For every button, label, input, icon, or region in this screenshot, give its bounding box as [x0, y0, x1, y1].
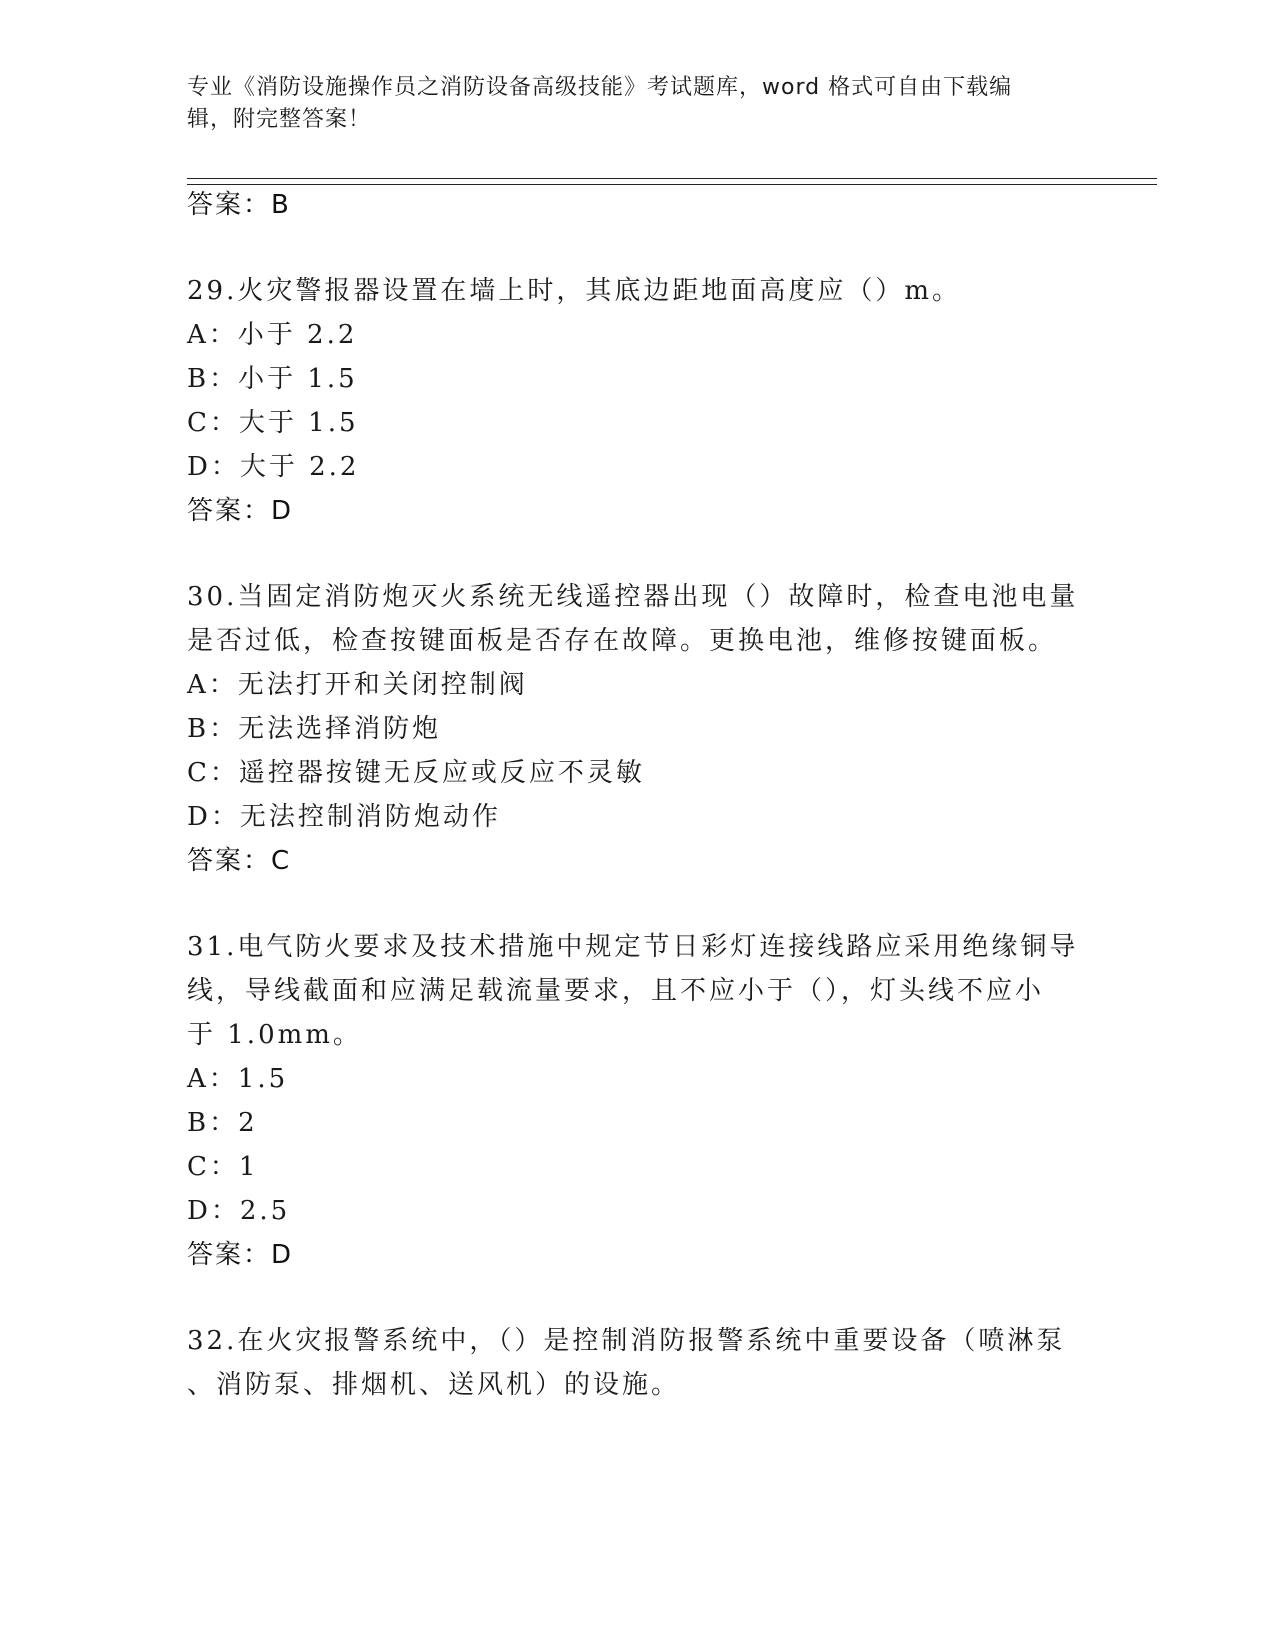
header-line-2: 辑，附完整答案！	[187, 107, 372, 132]
question-31-stem-line-2: 线，导线截面和应满足载流量要求，且不应小于（），灯头线不应小	[187, 976, 1045, 1006]
question-30-option-b: B：无法选择消防炮	[187, 714, 442, 744]
question-31-option-c: C：1	[187, 1152, 259, 1182]
header-divider-bottom	[187, 184, 1157, 185]
question-29-answer: 答案：D	[187, 496, 294, 526]
question-30-stem-line-2: 是否过低，检查按键面板是否存在故障。更换电池，维修按键面板。	[187, 626, 1058, 656]
question-29-option-c: C：大于 1.5	[187, 408, 359, 438]
question-29-option-a: A：小于 2.2	[187, 320, 358, 350]
question-29-option-b: B：小于 1.5	[187, 364, 358, 394]
question-32-stem-line-1: 32.在火灾报警系统中，（）是控制消防报警系统中重要设备（喷淋泵	[187, 1326, 1066, 1356]
question-31-stem-line-1: 31.电气防火要求及技术措施中规定节日彩灯连接线路应采用绝缘铜导	[187, 932, 1079, 962]
question-29-stem-line-1: 29.火灾警报器设置在墙上时，其底边距地面高度应（）m。	[187, 276, 962, 306]
question-30-option-a: A：无法打开和关闭控制阀	[187, 670, 528, 700]
question-31-answer: 答案：D	[187, 1240, 294, 1270]
header-divider-top	[187, 178, 1157, 179]
question-31-option-a: A：1.5	[187, 1064, 289, 1094]
document-header	[187, 72, 1067, 136]
question-31-stem-line-3: 于 1.0mm。	[187, 1020, 362, 1050]
question-30-stem-line-1: 30.当固定消防炮灭火系统无线遥控器出现（）故障时，检查电池电量	[187, 582, 1079, 612]
previous-answer: 答案：B	[187, 190, 291, 220]
question-30-option-c: C：遥控器按键无反应或反应不灵敏	[187, 758, 645, 788]
question-32-stem-line-2: 、消防泵、排烟机、送风机）的设施。	[187, 1370, 681, 1400]
question-31-option-d: D：2.5	[187, 1196, 291, 1226]
question-31-option-b: B：2	[187, 1108, 258, 1138]
question-30-answer: 答案：C	[187, 846, 292, 876]
question-30-option-d: D：无法控制消防炮动作	[187, 802, 501, 832]
question-29-option-d: D：大于 2.2	[187, 452, 360, 482]
header-line-1: 专业《消防设施操作员之消防设备高级技能》考试题库，word 格式可自由下载编	[187, 75, 1013, 100]
